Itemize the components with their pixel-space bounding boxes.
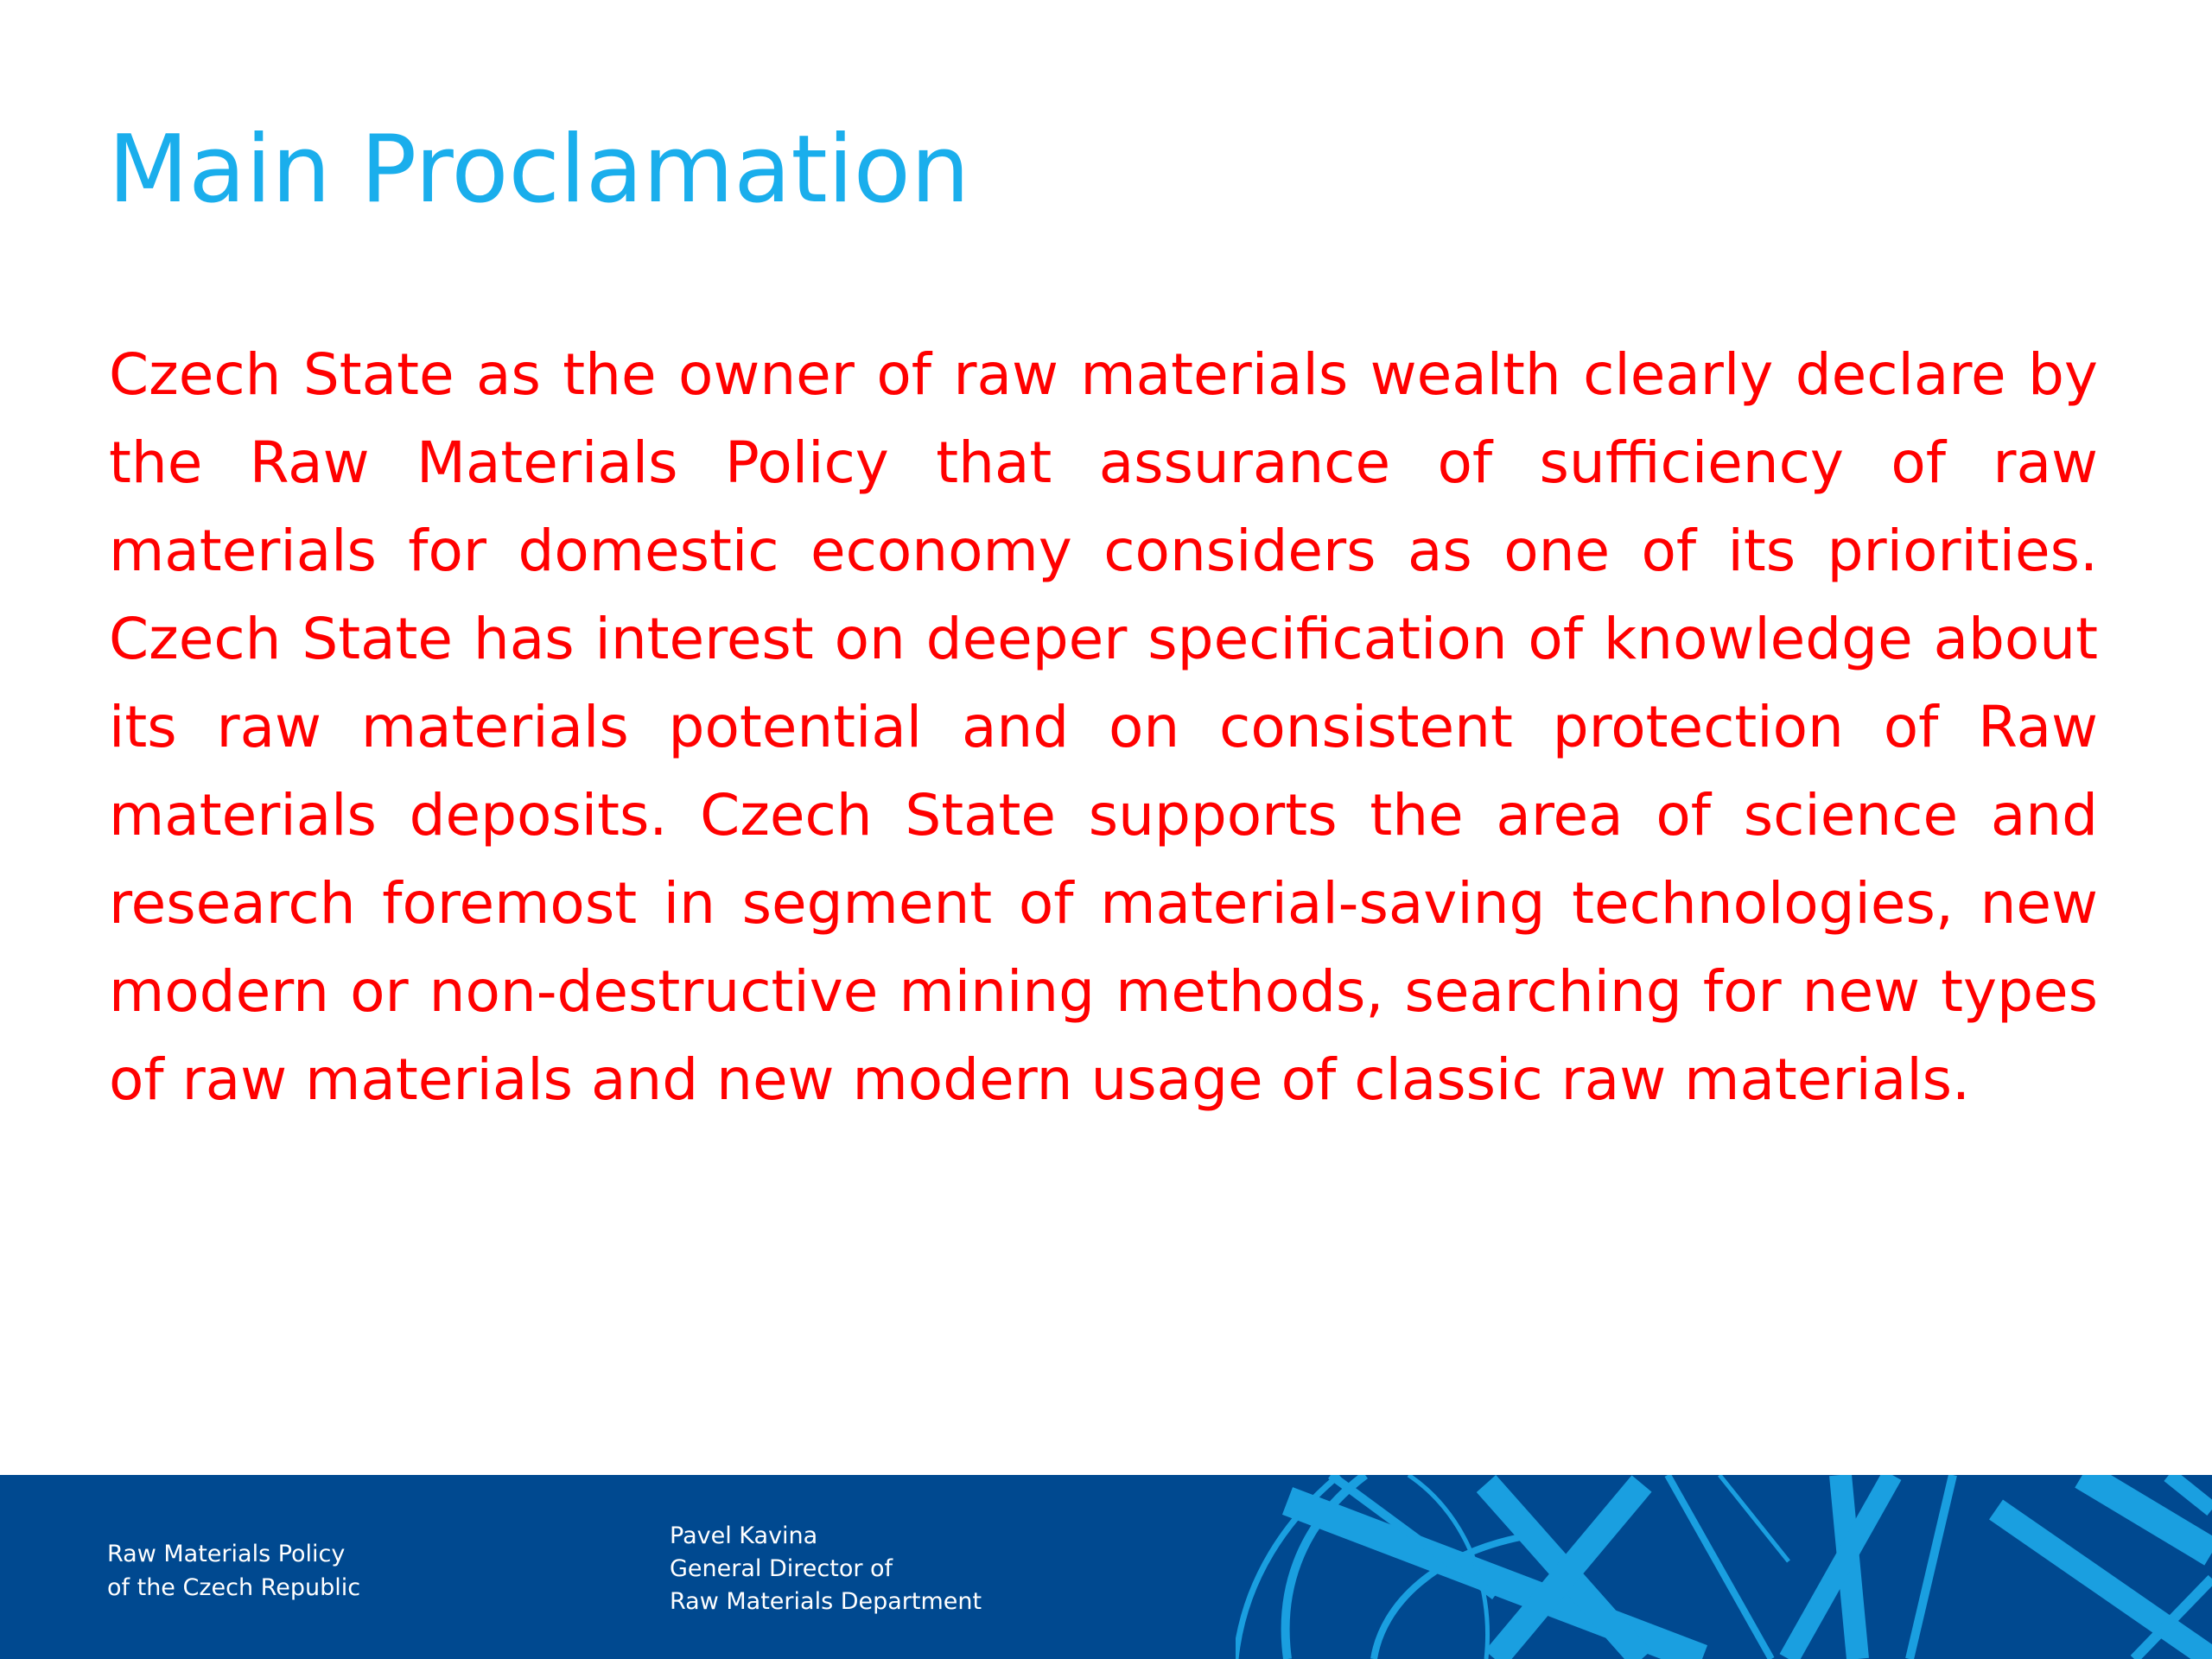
slide-body-text: Czech State as the owner of raw materials wealth clearly declare by the Raw Materials Policy that assurance of sufficiency of raw materials for domestic economy considers as one of its priorities. Czech State has interest on deeper specification of knowledge about its raw materials potential and on consistent protection of Raw materials deposits. Czech State supports the area of science and research foremost in segment of material-saving technologies, new modern or non-destructive mining methods, searching for new types of raw materials and new modern usage of classic raw materials. — [109, 341, 2098, 1113]
footer-author-role: General Director of — [670, 1555, 893, 1582]
footer-author-name: Pavel Kavina — [670, 1522, 818, 1549]
slide-title: Main Proclamation — [108, 116, 970, 224]
footer-author-department: Raw Materials Department — [670, 1588, 982, 1615]
footer-author-block — [670, 1520, 982, 1618]
footer-decoration-graphic — [1236, 1475, 2212, 1659]
footer-left-line-2: of the Czech Republic — [107, 1574, 361, 1601]
footer-left-line-1: Raw Materials Policy — [107, 1541, 346, 1567]
footer-bar — [0, 1475, 2212, 1659]
footer-policy-label — [107, 1537, 360, 1605]
